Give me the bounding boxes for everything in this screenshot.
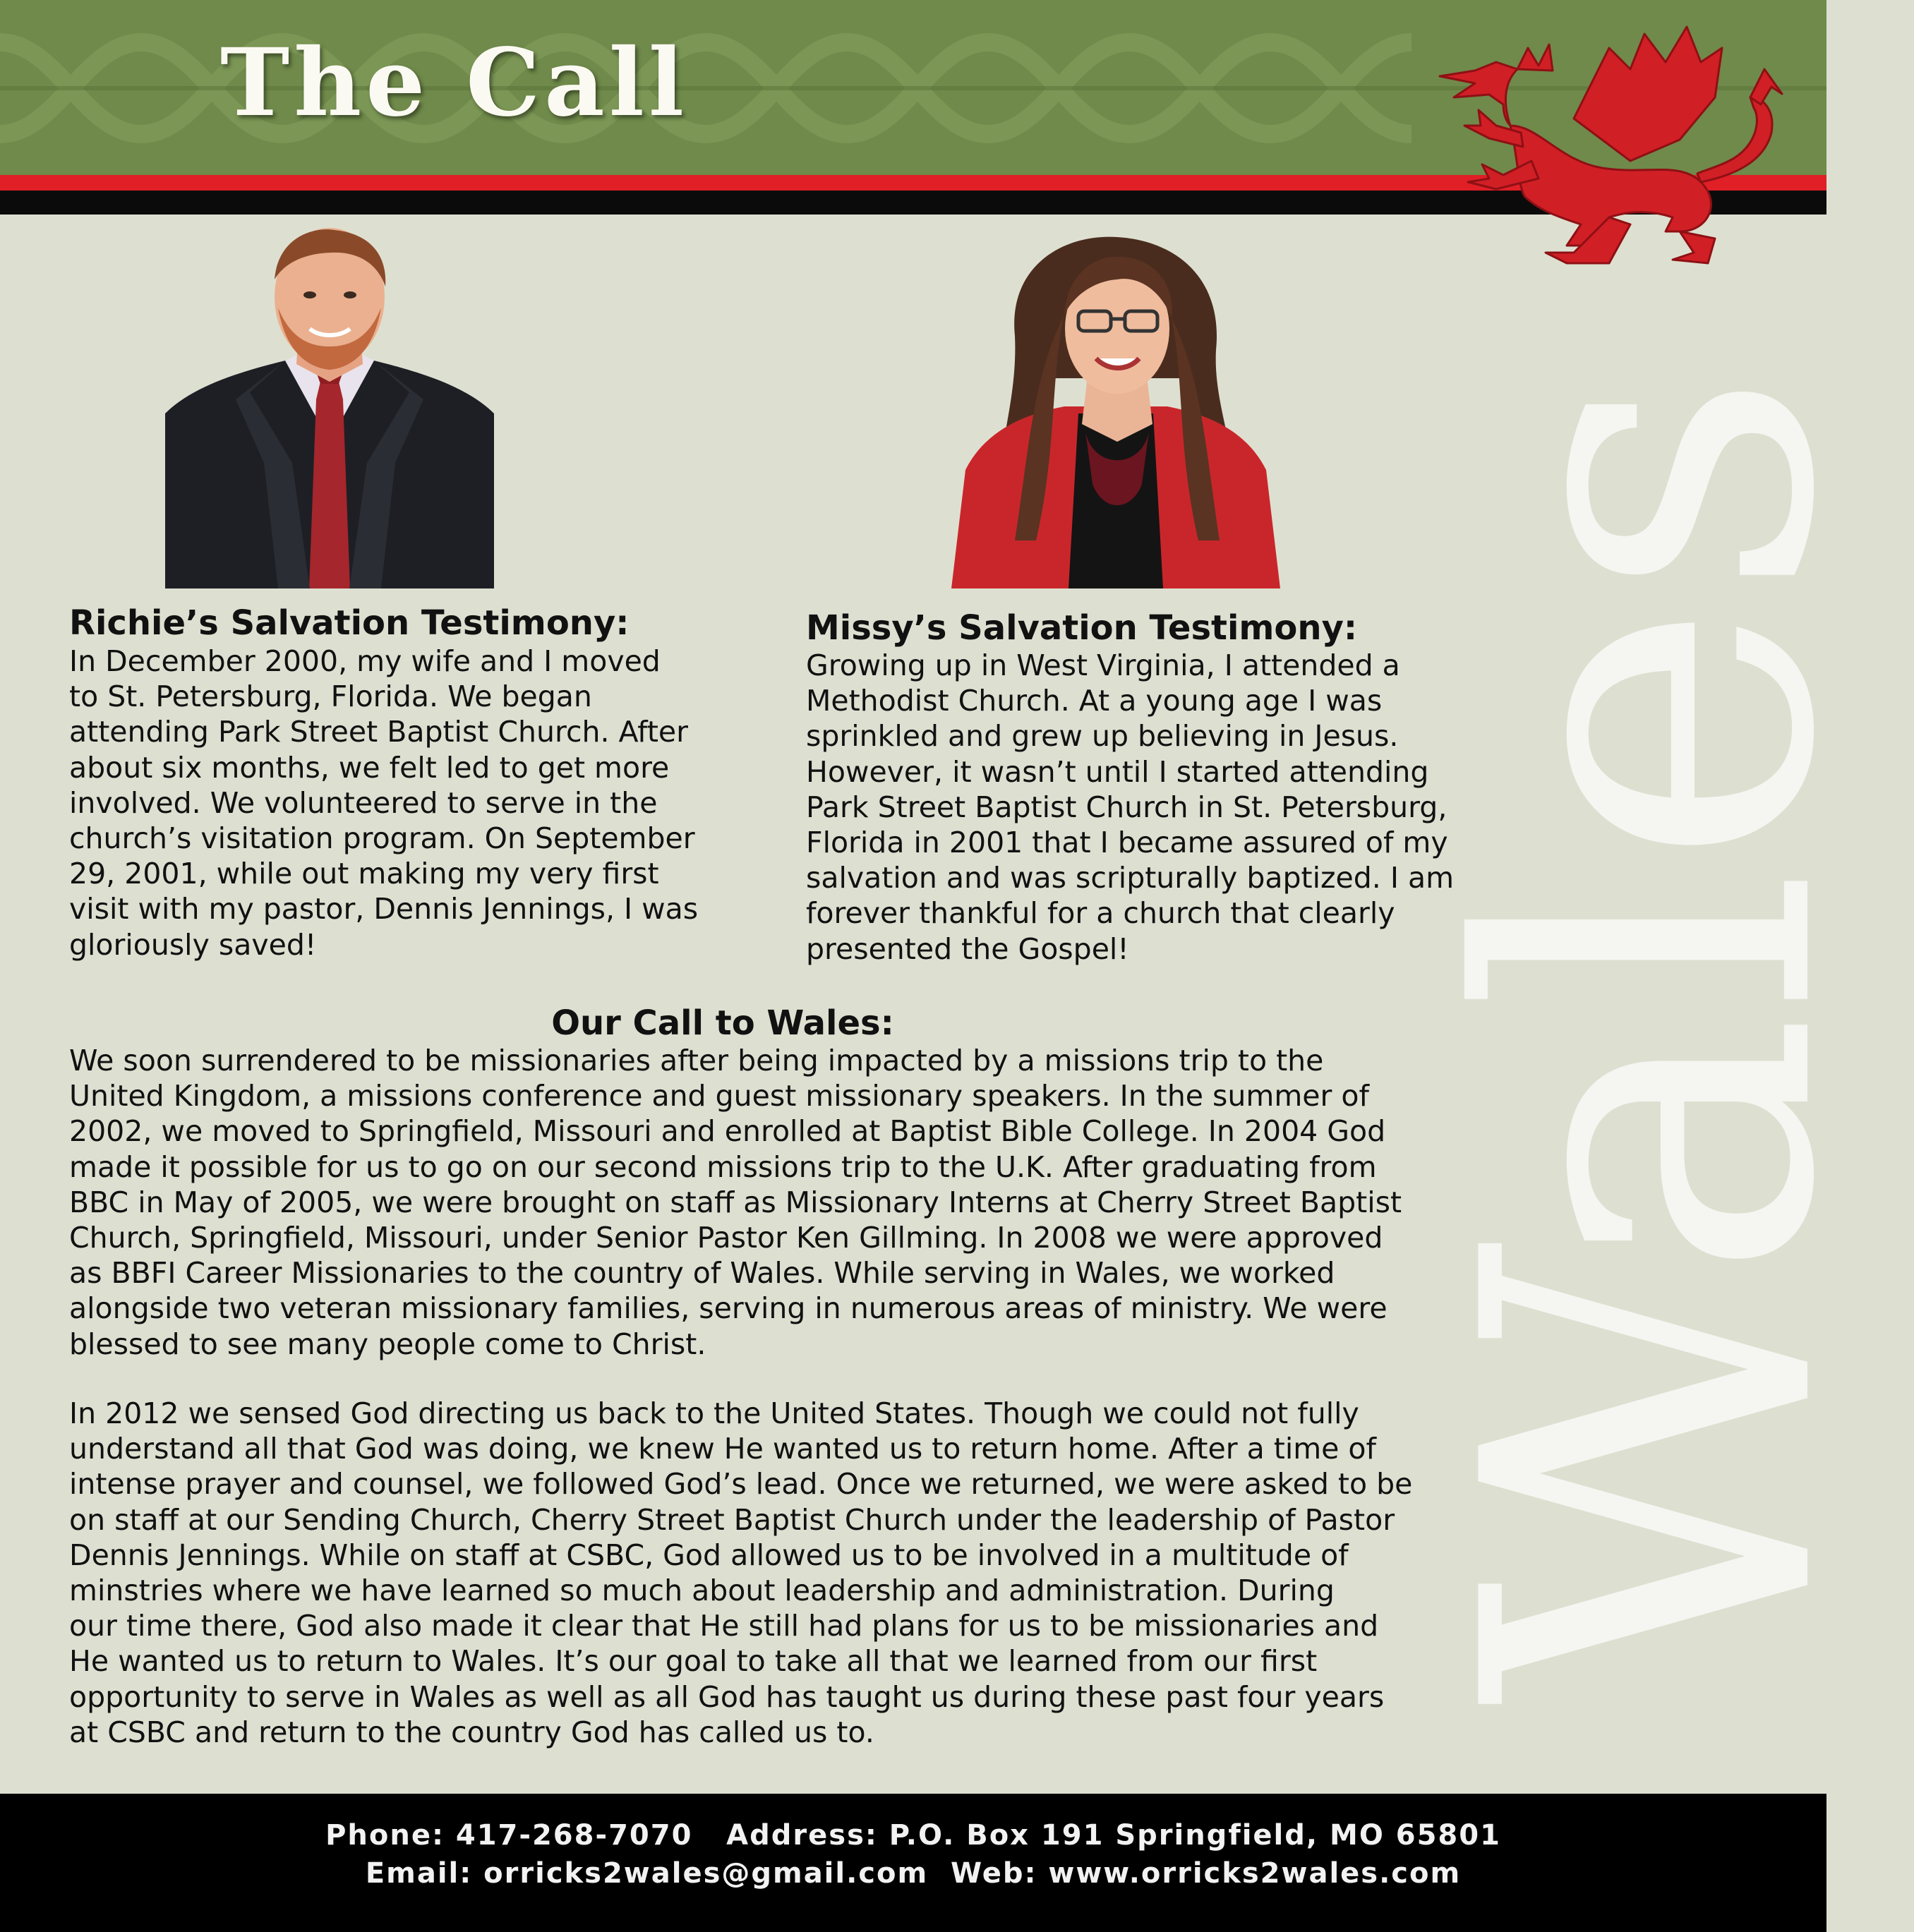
wales-watermark [1388,282,1914,1792]
call-paragraph-1: We soon surrendered to be missionaries after being impacted by a missions trip to the United Kingdom, a missions conference and guest missionary speakers. In the summer of 2002, we moved to Springfield, Missouri and enrolled at Baptist Bible College. In 2004 God made it possible for us to go on our second missions trip to the U.K. After graduating from BBC in May of 2005, we were brought on staff as Missionary Interns at Cherry Street Baptist Church, Springfield, Missouri, under Senior Pastor Ken Gillming. In 2008 we were approved as BBFI Career Missionaries to the country of Wales. While serving in Wales, we worked alongside two veteran missionary families, serving in numerous areas of ministry. We were blessed to see many people come to Christ. [69,1044,1402,1361]
richie-testimony-text: In December 2000, my wife and I moved to St. Petersburg, Florida. We began attending Park Street Baptist Church. After about six months, we felt led to get more involved. We volunteered to serve in the church’s visitation program. On September 29, 2001, while out making my very first visit with my pastor, Dennis Jennings, I was gloriously saved! [69,644,699,962]
missy-testimony-heading: Missy’s Salvation Testimony: [806,608,1358,648]
contact-footer [0,1794,1826,1932]
richie-photo [165,230,494,588]
wales-watermark-text: Wales [1388,368,1914,1706]
missy-testimony-text: Growing up in West Virginia, I attended a Methodist Church. At a young age I was sprinkled and grew up believing in Jesus. However, it wasn’t until I started attending Park Street Baptist Church in St. Petersburg, Florida in 2001 that I became assured of my salvation and was scripturally baptized. I am forever thankful for a church that clearly presented the Gospel! [806,648,1455,966]
welsh-dragon-icon [1397,20,1793,267]
call-heading: Our Call to Wales: [551,1003,894,1043]
footer-email-web: Email: orricks2wales@gmail.com Web: www.orricks2wales.com [365,1857,1462,1890]
footer-phone-address: Phone: 417-268-7070 Address: P.O. Box 191 Springfield, MO 65801 [325,1819,1501,1852]
page-title: The Call [220,28,689,138]
call-paragraph-2: In 2012 we sensed God directing us back to the United States. Though we could not fully understand all that God was doing, we knew He wanted us to return home. After a time of intense prayer and counsel, we followed God’s lead. Once we returned, we were asked to be on staff at our Sending Church, Cherry Street Baptist Church under the leadership of Pastor Dennis Jennings. While on staff at CSBC, God allowed us to be involved in a multitude of minstries where we have learned so much about leadership and administration. During our time there, God also made it clear that He still had plans for us to be missionaries and He wanted us to return to Wales. It’s our goal to take all that we learned from our first opportunity to serve in Wales as well as all God has taught us during these past four years at CSBC and return to the country God has called us to. [69,1396,1413,1749]
richie-testimony-heading: Richie’s Salvation Testimony: [69,603,630,643]
missy-photo [951,237,1280,588]
